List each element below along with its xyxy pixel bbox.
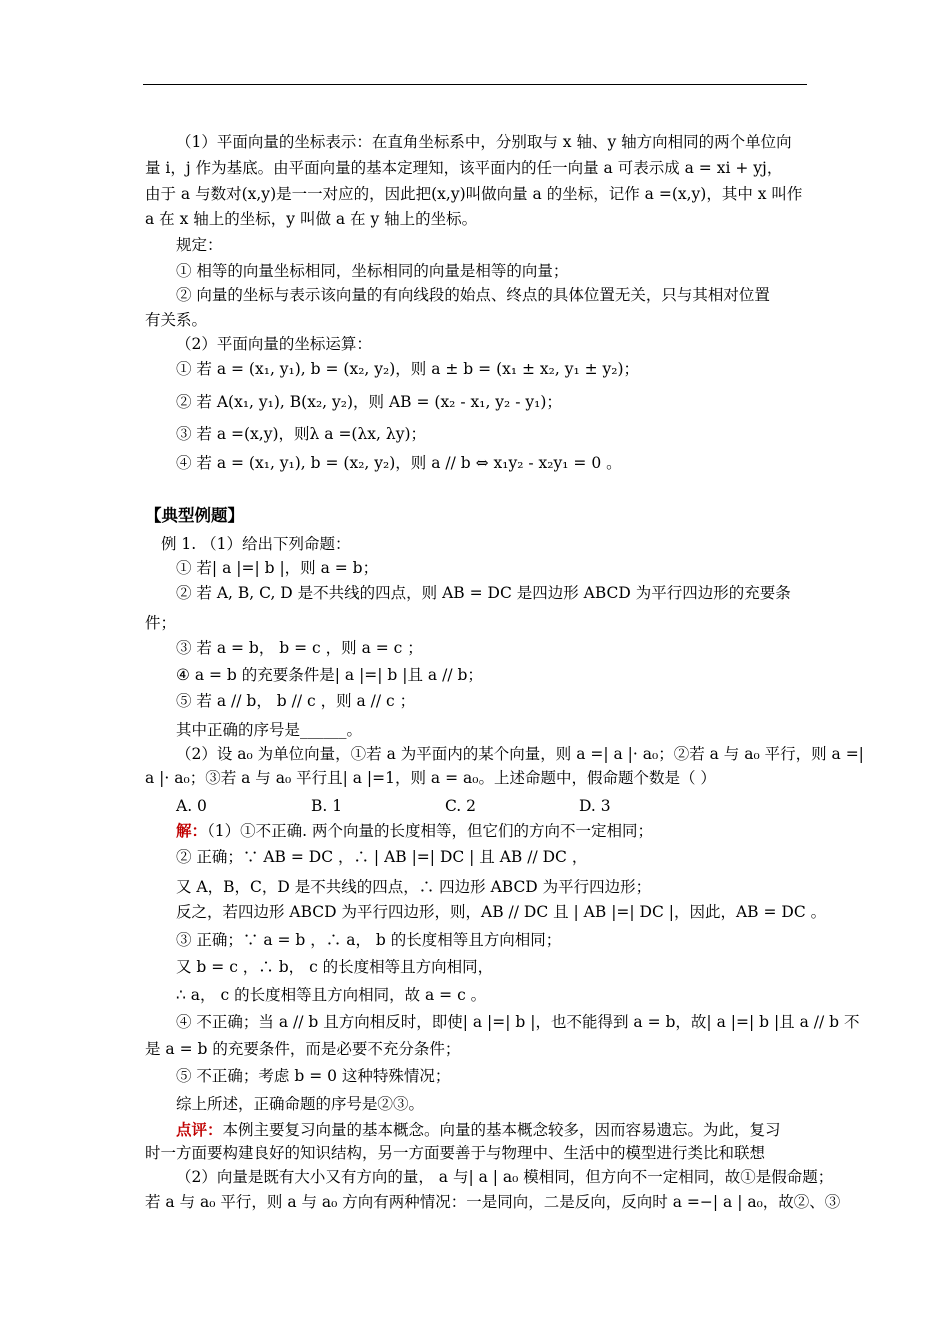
text-line: （2）设 a₀ 为单位向量，①若 a 为平面内的某个向量，则 a =| a |· a₀；②若 a 与 a₀ 平行，则 a =|: [176, 745, 864, 763]
comment-text: 本例主要复习向量的基本概念。向量的基本概念较多，因而容易遗忘。为此，复习: [222, 1121, 781, 1139]
text-line: 若 a 与 a₀ 平行，则 a 与 a₀ 方向有两种情况：一是同向，二是反向，反向时 a =−| a | a₀，故②、③: [145, 1193, 841, 1211]
text-line: （1）平面向量的坐标表示：在直角坐标系中，分别取与 x 轴、y 轴方向相同的两个单位向: [176, 133, 792, 151]
choice-a: A. 0: [176, 797, 207, 815]
text-line: 规定：: [176, 236, 223, 254]
solution-line: [176, 820, 841, 842]
example-title: 例 1. （1）给出下列命题：: [161, 535, 351, 553]
text-line: 件；: [145, 614, 177, 632]
text-line: 综上所述，正确命题的序号是②③。: [176, 1095, 425, 1113]
choice-b: B. 1: [311, 797, 343, 815]
comment-line: [176, 1119, 841, 1141]
text-line: 反之，若四边形 ABCD 为平行四边形，则，AB // DC 且 | AB |=| DC |，因此，AB = DC 。: [176, 903, 827, 921]
section-heading: 【典型例题】: [145, 506, 244, 525]
formula-line: ② 若 A(x₁, y₁), B(x₂, y₂)，则 AB = (x₂ - x₁, y₂ - y₁)；: [176, 393, 562, 411]
text-line: 有关系。: [145, 311, 208, 329]
text-line: ⑤ 若 a // b， b // c ，则 a // c ；: [176, 692, 416, 710]
text-line: 时一方面要构建良好的知识结构，另一方面要善于与物理中、生活中的模型进行类比和联想: [145, 1144, 766, 1162]
text-line: a |· a₀；③若 a 与 a₀ 平行且| a |=1，则 a = a₀。上述命题中，假命题个数是（ ）: [145, 769, 716, 787]
text-line: ② 若 A, B, C, D 是不共线的四点，则 AB = DC 是四边形 ABCD 为平行四边形的充要条: [176, 584, 791, 602]
text-line: ∴ a， c 的长度相等且方向相同，故 a = c 。: [176, 986, 487, 1004]
text-line: ① 相等的向量坐标相同，坐标相同的向量是相等的向量；: [176, 262, 569, 280]
text-line: 是 a = b 的充要条件，而是必要不充分条件；: [145, 1040, 461, 1058]
text-line: 又 A，B，C，D 是不共线的四点，∴ 四边形 ABCD 为平行四边形；: [176, 878, 652, 896]
comment-label: 点评：: [176, 1120, 223, 1139]
text-line: 由于 a 与数对(x,y)是一一对应的，因此把(x,y)叫做向量 a 的坐标，记作 a =(x,y)，其中 x 叫作: [145, 185, 803, 203]
choice-c: C. 2: [445, 797, 477, 815]
text-line: ③ 若 a = b， b = c ，则 a = c ；: [176, 639, 423, 657]
text-line: ⑤ 不正确；考虑 b = 0 这种特殊情况；: [176, 1067, 451, 1085]
text-line: ④ 不正确；当 a // b 且方向相反时，即使| a |=| b |，也不能得到 a = b，故| a |=| b |且 a // b 不: [176, 1013, 860, 1031]
solution-text: （1）①不正确. 两个向量的长度相等，但它们的方向不一定相同；: [207, 822, 653, 840]
text-line: ③ 正确；∵ a = b ，∴ a， b 的长度相等且方向相同；: [176, 931, 562, 949]
text-line: ② 向量的坐标与表示该向量的有向线段的始点、终点的具体位置无关，只与其相对位置: [176, 286, 770, 304]
choice-d: D. 3: [579, 797, 611, 815]
header-rule: [143, 84, 807, 85]
text-line: ④ a = b 的充要条件是| a |=| b |且 a // b；: [176, 666, 483, 684]
solution-label: 解：: [176, 821, 208, 840]
text-line: ① 若| a |=| b |，则 a = b；: [176, 559, 379, 577]
text-line: ② 正确；∵ AB = DC ，∴ | AB |=| DC | 且 AB // DC ，: [176, 848, 588, 866]
formula-line: ④ 若 a = (x₁, y₁), b = (x₂, y₂)，则 a // b ⇔ x₁y₂ - x₂y₁ = 0 。: [176, 454, 622, 472]
text-line: 又 b = c ，∴ b， c 的长度相等且方向相同，: [176, 958, 494, 976]
text-line: 其中正确的序号是______。: [176, 721, 363, 739]
text-line: （2）向量是既有大小又有方向的量， a 与| a | a₀ 模相同，但方向不一定相同，故①是假命题；: [176, 1168, 834, 1186]
formula-line: ③ 若 a =(x,y)，则λ a =(λx, λy)；: [176, 425, 427, 443]
text-line: a 在 x 轴上的坐标，y 叫做 a 在 y 轴上的坐标。: [145, 210, 478, 228]
text-line: 量 i，j 作为基底。由平面向量的基本定理知，该平面内的任一向量 a 可表示成 a = xi + yj，: [145, 159, 783, 177]
formula-line: ① 若 a = (x₁, y₁), b = (x₂, y₂)，则 a ± b = (x₁ ± x₂, y₁ ± y₂)；: [176, 360, 640, 378]
text-line: （2）平面向量的坐标运算：: [176, 335, 372, 353]
